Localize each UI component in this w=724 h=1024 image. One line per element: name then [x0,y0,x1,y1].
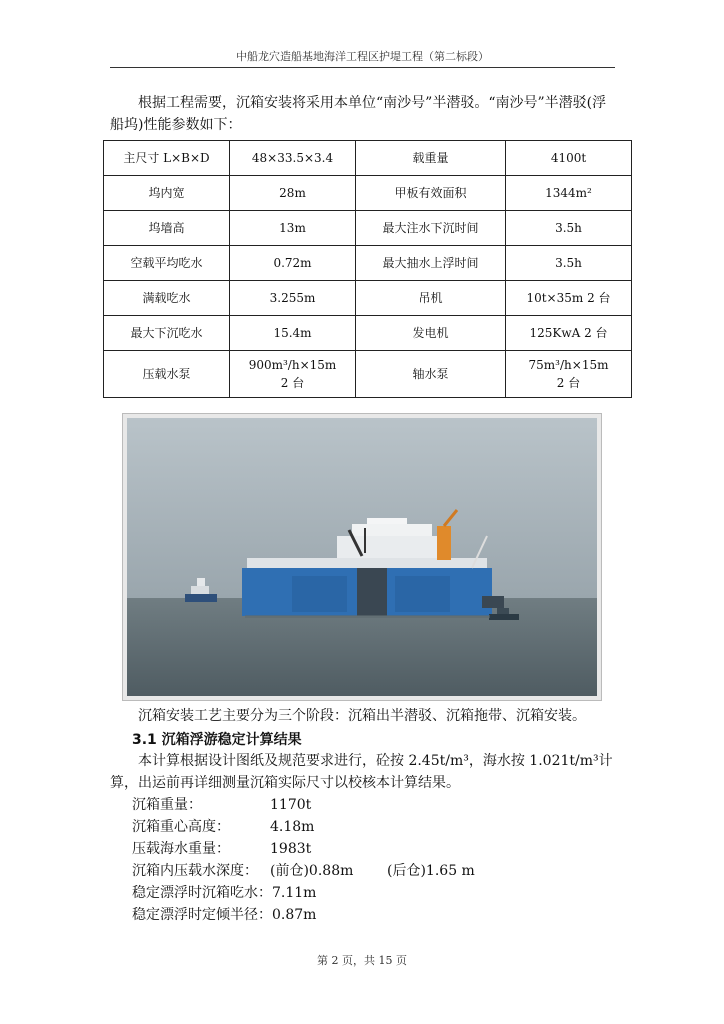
result-value-front: (前仓)0.88m [270,863,354,879]
table-row [104,246,632,281]
table-cell: 载重量 [356,141,506,176]
table-cell: 满载吃水 [104,281,230,316]
barge-photo [122,413,602,701]
table-cell: 0.72m [230,246,356,281]
table-cell: 空载平均吃水 [104,246,230,281]
table-cell: 28m [230,176,356,211]
table-cell: 3.5h [506,246,632,281]
table-cell: 主尺寸 L×B×D [104,141,230,176]
table-cell: 发电机 [356,316,506,351]
table-cell: 4100t [506,141,632,176]
result-label: 稳定漂浮时定倾半径：0.87m [132,907,317,923]
result-metacentric-radius [132,904,316,926]
result-label: 压载海水重量： [132,841,230,857]
result-center-of-gravity [132,816,315,838]
table-cell: 3.255m [230,281,356,316]
table-cell: 3.5h [506,211,632,246]
cell-line: 2 台 [556,376,581,390]
result-ballast-depth [132,860,475,882]
result-label: 沉箱内压载水深度： [132,863,258,879]
spec-table-body [104,141,632,398]
result-ballast-weight [132,838,312,860]
result-label: 沉箱重心高度： [132,819,230,835]
table-row [104,316,632,351]
table-cell: 15.4m [230,316,356,351]
table-cell: 轴水泵 [356,351,506,398]
result-value: 1170t [270,797,312,813]
table-cell: 125KwA 2 台 [506,316,632,351]
result-value: 1983t [270,841,312,857]
table-cell: 坞墙高 [104,211,230,246]
table-cell: 吊机 [356,281,506,316]
table-cell [230,351,356,398]
table-cell: 最大下沉吃水 [104,316,230,351]
table-cell: 10t×35m 2 台 [506,281,632,316]
result-label: 稳定漂浮时沉箱吃水：7.11m [132,885,317,901]
result-value: 4.18m [270,819,315,835]
table-row [104,176,632,211]
table-row [104,141,632,176]
table-row [104,351,632,398]
result-label: 沉箱重量： [132,797,202,813]
table-row [104,281,632,316]
result-draft [132,882,316,904]
table-cell: 最大注水下沉时间 [356,211,506,246]
barge-photo-image [127,418,597,696]
cell-line: 2 台 [280,376,305,390]
photo-caption: 沉箱安装工艺主要分为三个阶段：沉箱出半潜驳、沉箱拖带、沉箱安装。 [138,708,586,724]
cell-line: 900m³/h×15m [248,358,337,372]
section-title: 3.1 沉箱浮游稳定计算结果 [132,732,302,748]
table-cell: 48×33.5×3.4 [230,141,356,176]
spec-table [103,140,632,398]
table-cell: 1344m² [506,176,632,211]
table-cell: 最大抽水上浮时间 [356,246,506,281]
table-cell: 13m [230,211,356,246]
table-cell: 坞内宽 [104,176,230,211]
table-row [104,211,632,246]
cell-line: 75m³/h×15m [528,358,609,372]
result-weight [132,794,312,816]
intro-paragraph: 根据工程需要，沉箱安装将采用本单位“南沙号”半潜驳。“南沙号”半潜驳(浮船坞)性能参数如下： [110,95,607,133]
result-value-rear: (后仓)1.65 m [387,863,475,879]
page-header: 中船龙穴造船基地海洋工程区护堤工程（第二标段） [110,48,615,68]
calculation-paragraph: 本计算根据设计图纸及规范要求进行，砼按 2.45t/m³，海水按 1.021t/m³计算，出运前再详细测量沉箱实际尺寸以校核本计算结果。 [110,753,613,791]
page-footer: 第 2 页，共 15 页 [317,954,407,967]
table-cell: 甲板有效面积 [356,176,506,211]
table-cell [506,351,632,398]
table-cell: 压载水泵 [104,351,230,398]
